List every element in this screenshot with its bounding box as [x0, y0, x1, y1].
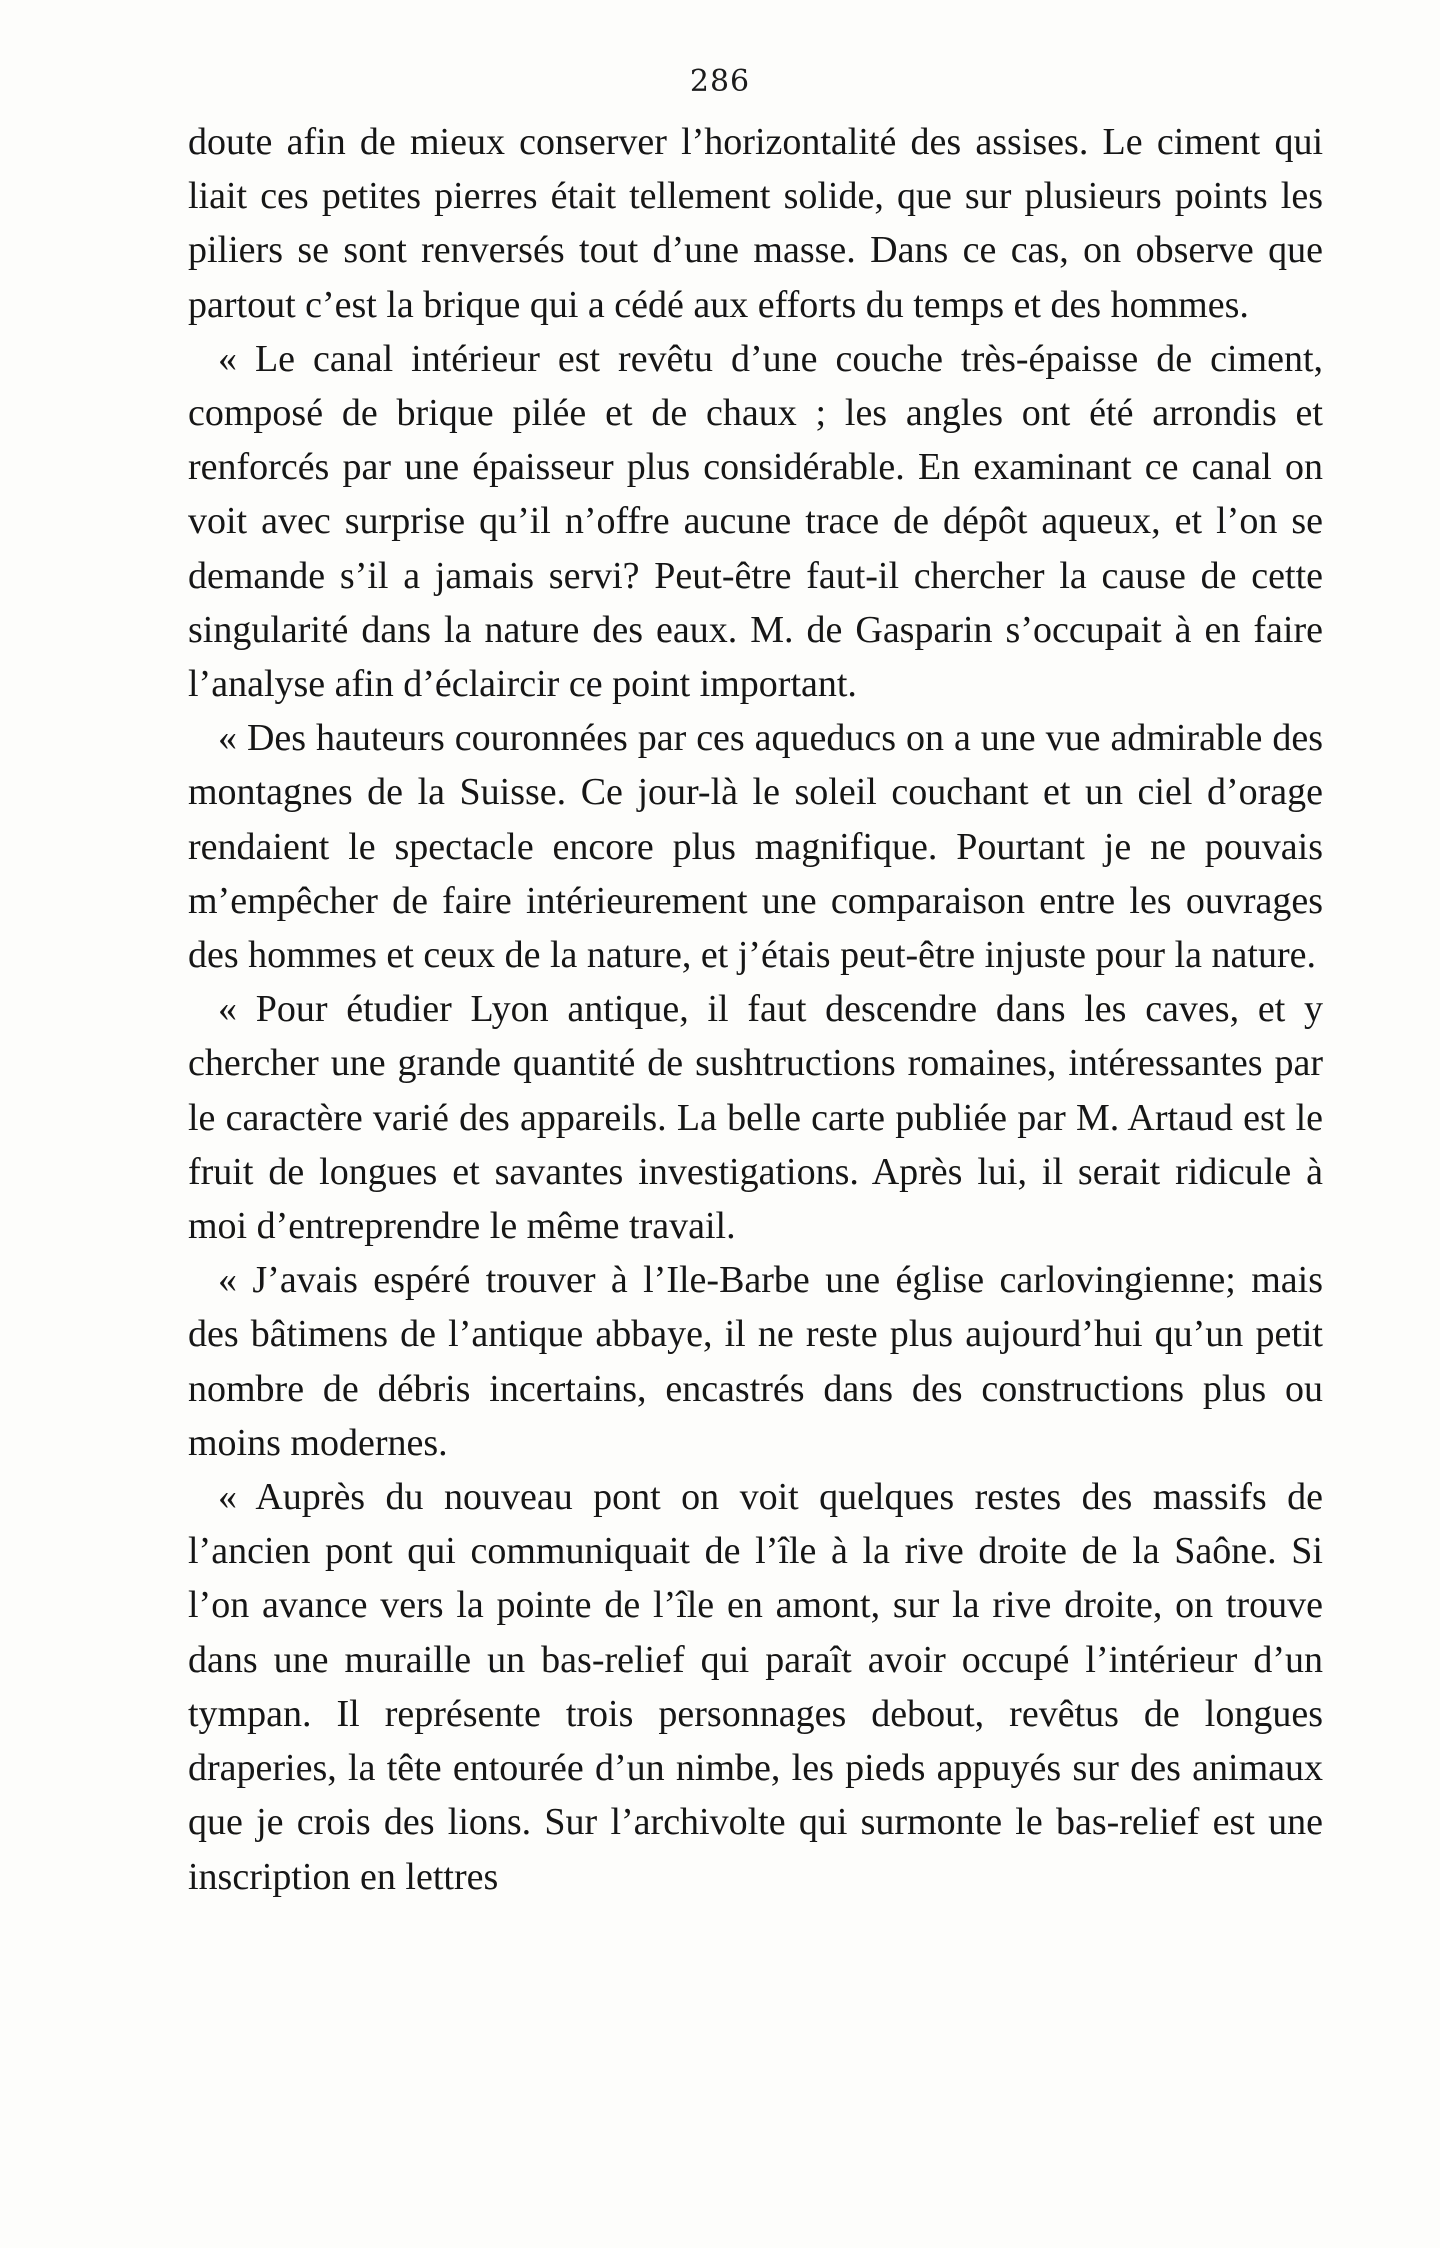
paragraph-4: « Pour étudier Lyon antique, il faut descendre dans les caves, et y chercher une grande quantité de sushtructions romaines, intéressantes par le caractère varié des appareils. La belle carte publiée par M. Artaud est le fruit de longues et savantes investigations. Après lui, il serait ridicule à moi d’entreprendre le même travail. — [188, 988, 1323, 1248]
paragraph-2: « Le canal intérieur est revêtu d’une couche très-épaisse de ciment, composé de brique pilée et de chaux ; les angles ont été arrondis et renforcés par une épaisseur plus considérable. En examinant ce canal on voit avec surprise qu’il n’offre aucune trace de dépôt aqueux, et l’on se demande s’il a jamais servi? Peut-être faut-il chercher la cause de cette singularité dans la nature des eaux. M. de Gasparin s’occupait à en faire l’analyse afin d’éclaircir ce point important. — [188, 337, 1323, 706]
paragraph-1: doute afin de mieux conserver l’horizontalité des assises. Le ciment qui liait ces petites pierres était tellement solide, que sur plusieurs points les piliers se sont renversés tout d’une masse. Dans ce cas, on observe que partout c’est la brique qui a cédé aux efforts du temps et des hommes. — [188, 121, 1323, 326]
page-number: 286 — [689, 64, 751, 99]
paragraph-5: « J’avais espéré trouver à l’Ile-Barbe une église carlovingienne; mais des bâtimens de l’antique abbaye, il ne reste plus aujourd’hui qu’un petit nombre de débris incertains, encastrés dans des constructions plus ou moins modernes. — [188, 1259, 1323, 1464]
paragraph-3: « Des hauteurs couronnées par ces aqueducs on a une vue admirable des montagnes de la Suisse. Ce jour-là le soleil couchant et un ciel d’orage rendaient le spectacle encore plus magnifique. Pourtant je ne pouvais m’empêcher de faire intérieurement une comparaison entre les ouvrages des hommes et ceux de la nature, et j’étais peut-être injuste pour la nature. — [188, 717, 1323, 977]
paragraph-6: « Auprès du nouveau pont on voit quelques restes des massifs de l’ancien pont qui communiquait de l’île à la rive droite de la Saône. Si l’on avance vers la pointe de l’île en amont, sur la rive droite, on trouve dans une muraille un bas-relief qui paraît avoir occupé l’intérieur d’un tympan. Il représente trois personnages debout, revêtus de longues draperies, la tête entourée d’un nimbe, les pieds appuyés sur des animaux que je crois des lions. Sur l’archivolte qui surmonte le bas-relief est une inscription en lettres — [188, 1476, 1323, 1898]
body-text — [188, 115, 1323, 1904]
